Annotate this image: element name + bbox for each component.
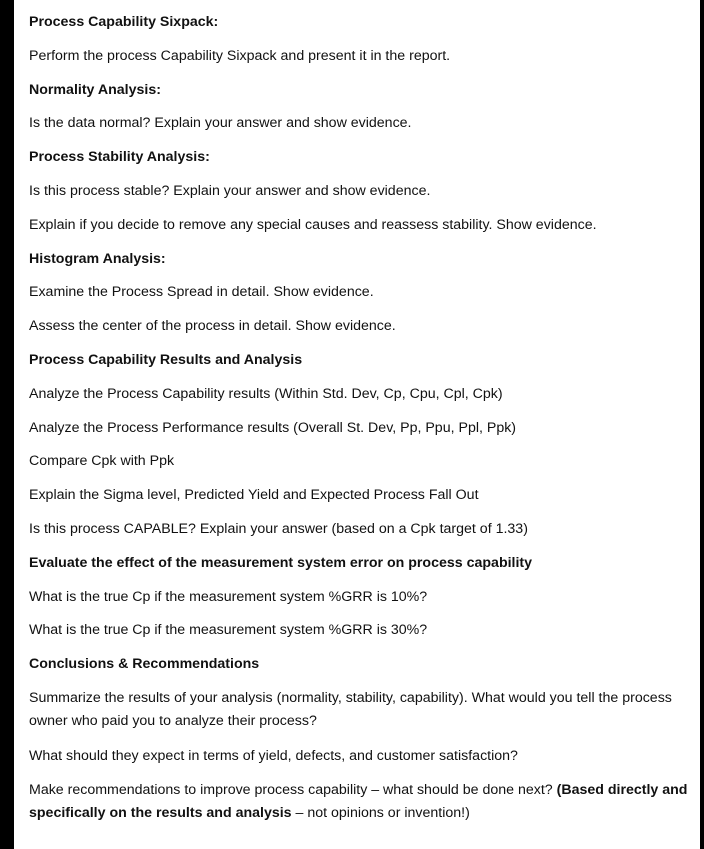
heading-stability-analysis: Process Stability Analysis: xyxy=(29,149,210,166)
item-process-spread: Examine the Process Spread in detail. Show evidence. xyxy=(29,284,374,301)
item-sigma-level: Explain the Sigma level, Predicted Yield and Expected Process Fall Out xyxy=(29,487,479,504)
heading-measurement-error: Evaluate the effect of the measurement system error on process capability xyxy=(29,554,533,571)
item-data-normal: Is the data normal? Explain your answer and show evidence. xyxy=(29,115,412,132)
heading-normality-analysis: Normality Analysis: xyxy=(29,81,161,98)
item-process-center: Assess the center of the process in detail. Show evidence. xyxy=(29,318,396,335)
item-performance-results: Analyze the Process Performance results (Overall St. Dev, Pp, Ppu, Ppl, Ppk) xyxy=(29,419,517,436)
heading-conclusions: Conclusions & Recommendations xyxy=(29,656,260,673)
recommendations-tail: – not opinions or invention!) xyxy=(291,804,470,821)
item-true-cp-10: What is the true Cp if the measurement system %GRR is 10%? xyxy=(29,588,428,605)
item-true-cp-30: What is the true Cp if the measurement system %GRR is 30%? xyxy=(29,622,428,639)
heading-histogram-analysis: Histogram Analysis: xyxy=(29,250,166,267)
item-capability-results: Analyze the Process Capability results (Within Std. Dev, Cp, Cpu, Cpl, Cpk) xyxy=(29,385,503,402)
item-summarize-results: Summarize the results of your analysis (normality, stability, capability). What would you tell the process owner who paid you to analyze their process? xyxy=(29,689,672,729)
document-page xyxy=(14,0,700,849)
item-process-capable: Is this process CAPABLE? Explain your answer (based on a Cpk target of 1.33) xyxy=(29,520,528,537)
item-compare-cpk-ppk: Compare Cpk with Ppk xyxy=(29,453,175,470)
recommendations-bold: (Based directly and specifically on the results and analysis xyxy=(29,781,688,821)
item-expectations: What should they expect in terms of yield, defects, and customer satisfaction? xyxy=(29,747,518,764)
heading-capability-sixpack: Process Capability Sixpack: xyxy=(29,14,219,30)
item-recommendations xyxy=(29,779,690,825)
document-content xyxy=(14,0,700,825)
heading-capability-results: Process Capability Results and Analysis xyxy=(29,351,303,368)
item-special-causes: Explain if you decide to remove any special causes and reassess stability. Show evidence. xyxy=(29,216,597,233)
item-perform-sixpack: Perform the process Capability Sixpack and present it in the report. xyxy=(29,47,451,64)
recommendations-text: Make recommendations to improve process capability – what should be done next? xyxy=(29,781,557,798)
item-process-stable: Is this process stable? Explain your answer and show evidence. xyxy=(29,182,431,199)
